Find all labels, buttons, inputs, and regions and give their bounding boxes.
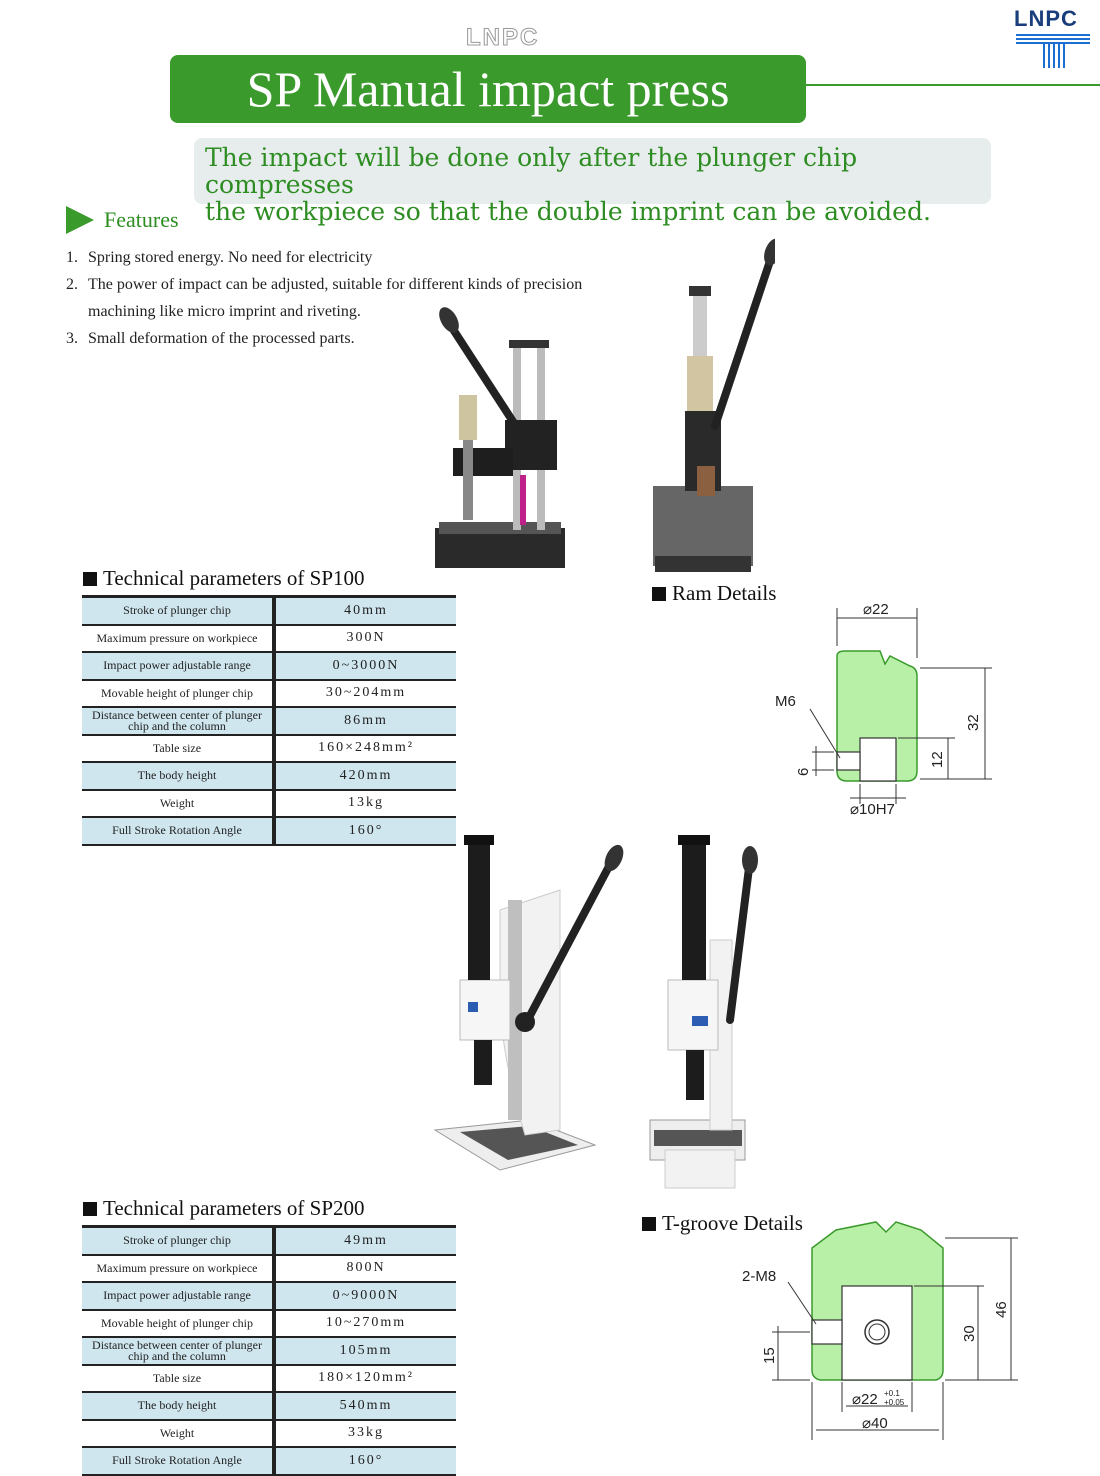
param-value: 86mm [276,708,456,734]
square-bullet-icon [83,572,97,586]
dim-height: 32 [965,714,982,731]
param-label: Full Stroke Rotation Angle [82,818,276,844]
notice-box [194,138,991,226]
table-row [82,763,456,791]
param-label: The body height [82,763,276,789]
param-value: 160° [276,818,456,844]
title-rule [806,84,1100,86]
dim-outer: ⌀40 [862,1415,888,1432]
table-row [82,1393,456,1421]
param-value: 13kg [276,791,456,817]
ram-details-heading [652,581,776,606]
param-value: 180×120mm² [276,1366,456,1392]
param-label: Maximum pressure on workpiece [82,626,276,652]
param-label: Distance between center of plunger chip and the column [82,1338,276,1364]
param-label: Full Stroke Rotation Angle [82,1448,276,1474]
param-label: The body height [82,1393,276,1419]
sp100-machine-image [425,300,575,590]
table-row [82,791,456,819]
sp200-side-badge-icon [692,1016,708,1026]
list-item-text: Small deformation of the processed parts. [88,330,355,347]
title-banner [170,55,806,123]
features-heading-text: Features [104,207,179,232]
sp100-heading [83,566,365,591]
table-row [82,1421,456,1449]
param-value: 40mm [276,598,456,624]
notice-line-2: the workpiece so that the double imprint can be avoided. [205,197,931,226]
dim-thread: 2-M8 [742,1268,777,1285]
param-label: Weight [82,791,276,817]
param-label: Stroke of plunger chip [82,598,276,624]
param-value: 160×248mm² [276,736,456,762]
param-value: 0~9000N [276,1283,456,1309]
sp200-param-table [82,1225,456,1476]
table-row [82,653,456,681]
param-label: Maximum pressure on workpiece [82,1256,276,1282]
param-label: Stroke of plunger chip [82,1228,276,1254]
company-logo [1014,6,1092,70]
square-bullet-icon [642,1217,656,1231]
square-bullet-icon [83,1202,97,1216]
param-value: 300N [276,626,456,652]
table-row [82,1366,456,1394]
sp200-badge-icon [468,1002,478,1012]
table-row [82,1448,456,1476]
sp200-heading-text: Technical parameters of SP200 [103,1196,365,1220]
sp100-side-machine-image [645,236,775,586]
list-item-number: 3. [66,330,78,347]
param-value: 160° [276,1448,456,1474]
dim-inner: ⌀22 [852,1391,878,1408]
dim-slot: 30 [961,1325,978,1342]
param-label: Movable height of plunger chip [82,681,276,707]
dim-offset: 15 [761,1347,778,1364]
notice-line-1: The impact will be done only after the plunger chip compresses [205,143,858,199]
list-item-text: Spring stored energy. No need for electricity [88,249,373,266]
sp200-heading [83,1196,365,1221]
param-label: Impact power adjustable range [82,653,276,679]
param-value: 30~204mm [276,681,456,707]
table-row [82,681,456,709]
param-label: Table size [82,736,276,762]
sp200-side-machine-image [640,830,770,1200]
param-label: Impact power adjustable range [82,1283,276,1309]
dim-thread: M6 [775,693,796,710]
dim-bore: ⌀10H7 [850,801,895,818]
play-arrow-icon [66,206,94,234]
sp200-machine-image [430,830,630,1180]
table-row [82,1311,456,1339]
dim-tol-lower: +0.05 [884,1398,905,1407]
table-row [82,818,456,846]
param-label: Distance between center of plunger chip and the column [82,708,276,734]
dim-top-diameter: ⌀22 [863,601,889,618]
logo-mark-icon [1014,32,1092,72]
table-row [82,1338,456,1366]
dim-hole-depth: 12 [929,751,946,768]
list-item-number: 1. [66,249,78,266]
square-bullet-icon [652,587,666,601]
logo-text: LNPC [1014,6,1078,31]
param-value: 0~3000N [276,653,456,679]
table-row [82,708,456,736]
table-row [82,1256,456,1284]
param-value: 420mm [276,763,456,789]
brand-watermark: LNPC [466,24,540,51]
table-row [82,598,456,626]
dim-offset: 6 [795,767,812,776]
param-value: 800N [276,1256,456,1282]
table-row [82,736,456,764]
tgroove-details-heading-text: T-groove Details [662,1211,803,1235]
ram-details-heading-text: Ram Details [672,581,777,605]
param-value: 105mm [276,1338,456,1364]
param-label: Table size [82,1366,276,1392]
tgroove-details-drawing [736,1218,1036,1458]
list-item [66,244,646,271]
table-row [82,1283,456,1311]
features-heading [66,206,179,234]
list-item-text: The power of impact can be adjusted, suitable for different kinds of precision machining like micro imprint and riveting. [88,276,583,320]
param-value: 540mm [276,1393,456,1419]
table-row [82,1228,456,1256]
dim-height: 46 [993,1301,1010,1318]
sp100-heading-text: Technical parameters of SP100 [103,566,365,590]
param-label: Weight [82,1421,276,1447]
ram-details-drawing [770,596,1000,826]
param-label: Movable height of plunger chip [82,1311,276,1337]
param-value: 49mm [276,1228,456,1254]
list-item-number: 2. [66,276,78,293]
page-title: SP Manual impact press [246,61,730,117]
sp100-param-table [82,595,456,846]
dim-tol-upper: +0.1 [884,1389,900,1398]
table-row [82,626,456,654]
param-value: 10~270mm [276,1311,456,1337]
param-value: 33kg [276,1421,456,1447]
